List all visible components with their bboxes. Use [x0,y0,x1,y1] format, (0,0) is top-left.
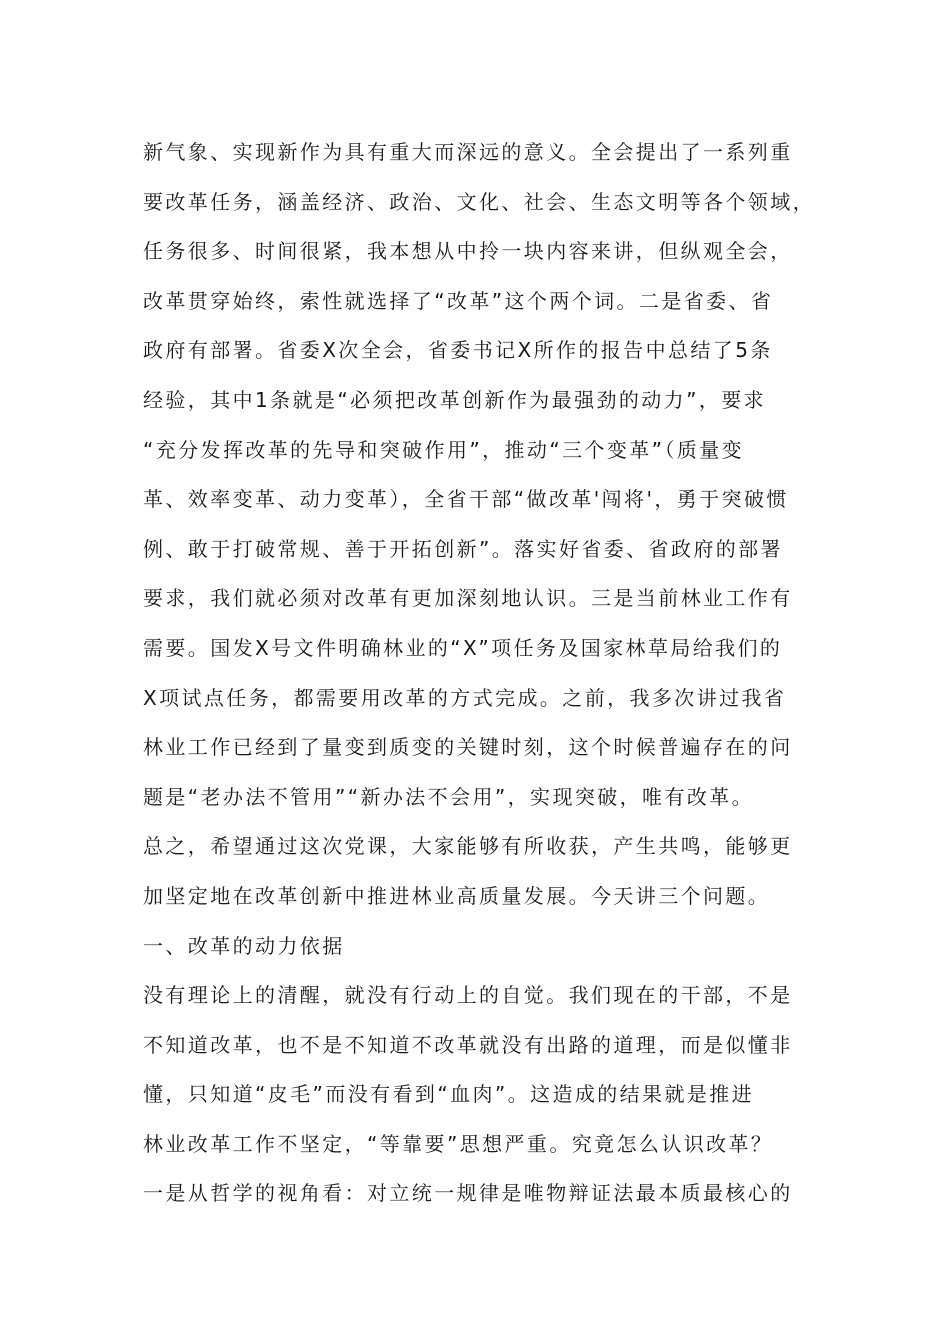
text-line: 不知道改革，也不是不知道不改革就没有出路的道理，而是似懂非 [143,1032,793,1057]
text-line: 林业工作已经到了量变到质变的关键时刻，这个时候普遍存在的问 [143,735,793,760]
text-line: 经验，其中1条就是“必须把改革创新作为最强劲的动力”，要求 [143,387,767,412]
text-line: 改革贯穿始终，索性就选择了“改革”这个两个词。二是省委、省 [143,288,774,313]
text-line: 没有理论上的清醒，就没有行动上的自觉。我们现在的干部，不是 [143,983,793,1008]
text-line: 需要。国发X号文件明确林业的“X”项任务及国家林草局给我们的 [143,635,783,660]
text-line: 要改革任务，涵盖经济、政治、文化、社会、生态文明等各个领域， [143,189,815,214]
text-line: X项试点任务，都需要用改革的方式完成。之前，我多次讲过我省 [143,685,787,710]
text-line: 革、效率变革、动力变革），全省干部“做改革'闯将'，勇于突破惯 [143,487,789,512]
text-line: 一是从哲学的视角看：对立统一规律是唯物辩证法最本质最核心的 [143,1181,793,1206]
text-line: 题是“老办法不管用”“新办法不会用”，实现突破，唯有改革。 [143,784,755,809]
text-line: 新气象、实现新作为具有重大而深远的意义。全会提出了一系列重 [143,140,793,164]
text-line: 林业改革工作不坚定，“等靠要”思想严重。究竟怎么认识改革？ [143,1131,774,1156]
text-line: 任务很多、时间很紧，我本想从中拎一块内容来讲，但纵观全会， [143,239,793,264]
text-line: 例、敢于打破常规、善于开拓创新”。落实好省委、省政府的部署 [143,536,783,561]
text-line: 要求，我们就必须对改革有更加深刻地认识。三是当前林业工作有 [143,586,793,611]
text-line: 总之，希望通过这次党课，大家能够有所收获，产生共鸣，能够更 [143,834,793,859]
text-line: “充分发挥改革的先导和突破作用”，推动“三个变革”（质量变 [143,437,745,462]
document-body [143,128,823,1219]
text-line: 政府有部署。省委X次全会，省委书记X所作的报告中总结了5条 [143,338,773,363]
text-line: 懂，只知道“皮毛”而没有看到“血肉”。这造成的结果就是推进 [143,1082,755,1107]
section-heading: 一、改革的动力依据 [143,933,345,958]
text-line: 加坚定地在改革创新中推进林业高质量发展。今天讲三个问题。 [143,883,771,908]
